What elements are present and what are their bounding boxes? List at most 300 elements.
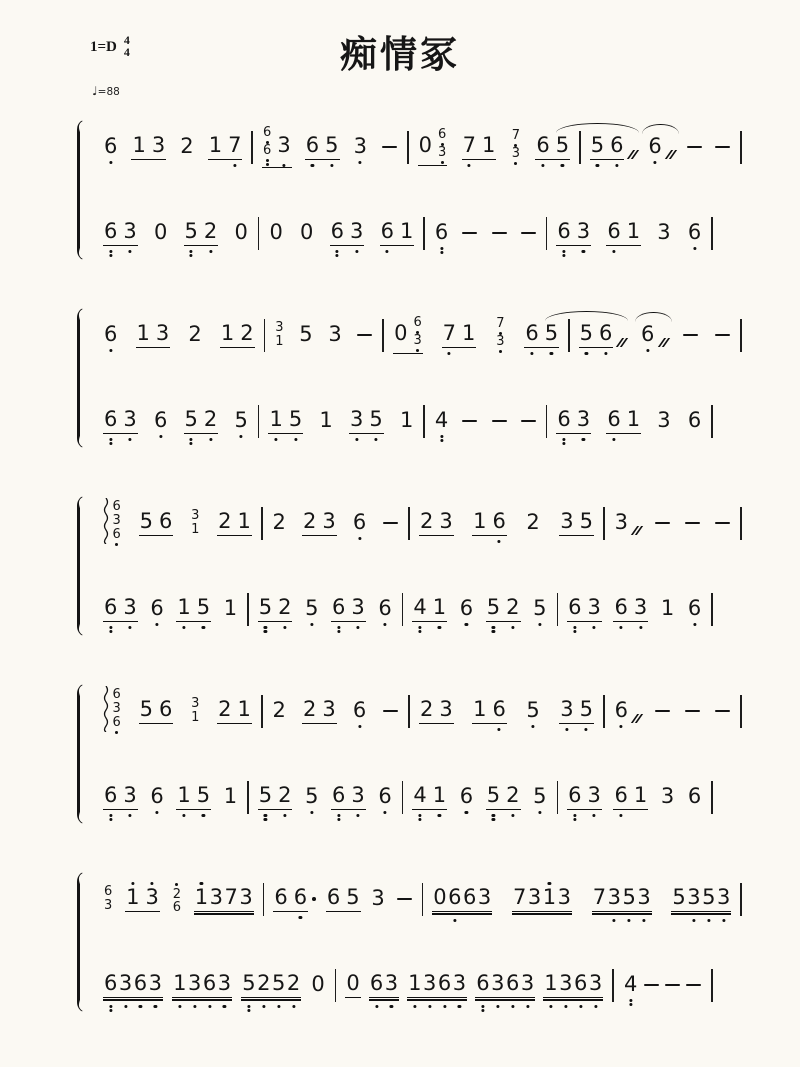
time-signature — [124, 34, 130, 58]
note-group — [125, 886, 160, 911]
beamed-notes — [305, 134, 340, 159]
octave-dot — [109, 161, 112, 164]
beamed-notes — [606, 408, 641, 433]
octave-dot — [458, 1005, 461, 1008]
note: 1 — [399, 219, 414, 244]
beamed-notes — [103, 220, 138, 245]
octave-dot — [154, 1005, 157, 1008]
note-group — [614, 511, 641, 534]
octave-dots-above — [131, 882, 134, 885]
note-group — [614, 699, 641, 722]
note: 6 — [104, 972, 117, 995]
octave-dot — [628, 919, 631, 922]
octave-dot — [182, 626, 185, 629]
note-group — [419, 510, 454, 535]
note: 6 — [435, 221, 448, 244]
octave-dots-below — [128, 250, 131, 253]
octave-dots-below — [582, 438, 585, 441]
measure — [263, 698, 409, 723]
beamed-notes — [382, 522, 399, 525]
note: 6 — [378, 785, 391, 808]
beamed-notes — [393, 316, 423, 354]
note: 3 — [587, 596, 600, 619]
note-group — [664, 984, 681, 987]
note: 7 — [228, 134, 241, 157]
octave-dot — [124, 1005, 127, 1008]
note-group — [131, 134, 166, 159]
note: 5 — [672, 885, 686, 910]
note-group — [268, 408, 303, 433]
note-group — [370, 887, 385, 910]
octave-dots-below — [247, 1005, 250, 1013]
octave-dot — [337, 626, 340, 629]
octave-dot — [337, 630, 340, 633]
octave-dot — [465, 811, 468, 814]
note-group — [217, 698, 252, 723]
measure — [94, 784, 247, 809]
dash-note — [644, 984, 659, 987]
octave-dot — [292, 1005, 295, 1008]
note: 0 — [234, 220, 248, 245]
note: 6 — [607, 408, 620, 431]
note-group — [153, 221, 168, 244]
octave-dot — [190, 254, 193, 257]
staff-bracket — [72, 684, 86, 824]
note: 6 — [150, 597, 163, 620]
measure — [253, 126, 407, 169]
octave-dot — [564, 1005, 567, 1008]
octave-dots-below — [550, 352, 553, 355]
note: 3 — [277, 134, 290, 157]
measure — [581, 134, 741, 159]
note: 6 — [687, 408, 702, 433]
octave-dots-below — [264, 814, 267, 822]
note: 6 — [158, 509, 173, 534]
octave-dots-below — [492, 814, 495, 822]
beamed-notes — [419, 510, 454, 535]
slur-arc — [556, 123, 639, 133]
note-group — [475, 972, 535, 997]
note-group — [606, 220, 641, 245]
dash-note — [397, 898, 412, 901]
beamed-notes — [714, 146, 731, 149]
note: 2 — [257, 972, 270, 995]
note-group — [399, 409, 414, 432]
octave-dots-below — [620, 725, 623, 728]
beamed-notes — [532, 597, 547, 620]
note: 5 — [197, 596, 210, 619]
octave-dot — [336, 250, 339, 253]
note: 3 — [123, 784, 136, 807]
note: 6 — [326, 885, 341, 910]
note: 1 — [319, 408, 333, 433]
octave-dots-below — [612, 438, 615, 441]
octave-dot — [223, 1005, 226, 1008]
octave-dot — [109, 1005, 112, 1008]
note-group — [380, 220, 415, 245]
dash-note — [685, 522, 700, 525]
note-group — [567, 784, 602, 809]
octave-dots-below — [653, 161, 656, 164]
note: 3 — [521, 972, 534, 995]
note: 1 — [408, 972, 421, 995]
note: 6 — [104, 135, 117, 158]
tremolo-icon — [627, 150, 635, 159]
measure — [265, 321, 382, 348]
octave-dot — [448, 352, 451, 355]
octave-dots-below — [109, 438, 112, 446]
beamed-notes — [396, 898, 413, 901]
octave-dot — [262, 1005, 265, 1008]
beamed-notes — [556, 408, 591, 433]
octave-dot — [128, 814, 131, 817]
octave-dot — [139, 1005, 142, 1008]
note: 3 — [589, 972, 602, 995]
octave-dot — [419, 630, 422, 633]
note-group — [310, 973, 325, 996]
dash-note — [383, 522, 398, 525]
octave-dot — [355, 438, 358, 441]
note-group — [326, 886, 361, 911]
note-group — [656, 409, 671, 432]
note-group — [656, 221, 671, 244]
page-title: 痴情冢 — [340, 34, 460, 75]
octave-dots-below — [604, 352, 607, 355]
note: 3 — [560, 698, 573, 721]
octave-dots-below — [294, 438, 297, 441]
note-group — [432, 886, 492, 911]
note-group — [184, 408, 219, 433]
note: 5 — [591, 134, 604, 157]
note: 5 — [369, 408, 382, 431]
note: 3 — [149, 972, 162, 995]
score-body — [0, 108, 800, 1014]
beamed-notes — [103, 135, 118, 158]
note: 5 — [579, 509, 593, 534]
octave-dot — [202, 814, 205, 817]
measure — [547, 220, 711, 245]
beamed-notes — [613, 784, 648, 809]
note: 2 — [303, 697, 317, 722]
octave-dots-below — [628, 919, 631, 922]
octave-dots-below — [282, 164, 285, 167]
beamed-notes — [654, 522, 671, 525]
note: 5 — [242, 972, 255, 995]
note: 1 — [191, 710, 200, 725]
octave-dot — [585, 728, 588, 731]
measure — [94, 686, 261, 736]
beamed-notes — [326, 886, 361, 911]
note: 6 — [306, 134, 319, 157]
octave-dot — [109, 250, 112, 253]
note: 5 — [556, 134, 569, 157]
beamed-notes — [647, 135, 662, 158]
octave-dot — [386, 250, 389, 253]
octave-dot — [629, 999, 632, 1002]
note-group — [345, 972, 360, 997]
beamed-notes — [103, 323, 118, 346]
octave-dots-below — [109, 1005, 112, 1013]
note: 3 — [413, 333, 422, 348]
note: 3 — [657, 408, 671, 433]
octave-dots-below — [573, 814, 576, 822]
octave-dots-below — [109, 250, 112, 258]
note: 5 — [272, 972, 285, 995]
octave-dot — [264, 814, 267, 817]
staff-bracket — [72, 120, 86, 260]
note: 6 — [112, 499, 121, 515]
octave-dots-below — [541, 164, 544, 167]
octave-dot — [374, 438, 377, 441]
octave-dots-below — [453, 919, 456, 922]
octave-dots-below — [310, 811, 313, 814]
beamed-notes — [302, 698, 337, 723]
beamed-notes — [434, 221, 449, 244]
chord-stack — [496, 317, 504, 353]
note-group — [377, 597, 392, 620]
octave-dot — [202, 626, 205, 629]
octave-dots-below — [384, 623, 387, 626]
note: 0 — [269, 220, 283, 245]
note: 5 — [234, 409, 247, 432]
note-group — [407, 972, 467, 997]
note: 3 — [577, 220, 590, 243]
octave-dots-below — [264, 626, 267, 634]
measure — [249, 596, 402, 621]
dash-note — [683, 334, 698, 337]
octave-dots-below — [722, 919, 725, 922]
octave-dot — [693, 247, 696, 250]
tremolo-icon — [616, 338, 624, 347]
octave-dots-below — [615, 164, 618, 167]
beamed-notes — [535, 134, 570, 159]
note-group — [543, 972, 603, 997]
octave-dot — [310, 811, 313, 814]
measure — [94, 220, 258, 245]
octave-dot — [190, 250, 193, 253]
note-group — [613, 784, 648, 809]
octave-dots-below — [159, 435, 162, 438]
beamed-notes — [352, 511, 367, 534]
octave-dot — [573, 818, 576, 821]
note: 6 — [150, 785, 163, 808]
beamed-notes — [623, 973, 638, 996]
note: 3 — [527, 885, 542, 910]
note: 3 — [112, 512, 121, 528]
octave-dot — [109, 1009, 112, 1012]
octave-dots-below — [481, 1005, 484, 1013]
note-group — [304, 785, 319, 808]
accompaniment-line — [94, 392, 713, 450]
octave-dots-below — [355, 250, 358, 253]
octave-dot — [264, 818, 267, 821]
octave-dot — [573, 814, 576, 817]
note: 6 — [687, 784, 702, 809]
note-group — [352, 511, 367, 534]
note: 0 — [311, 972, 325, 997]
note-group — [190, 509, 200, 536]
octave-dot — [299, 916, 302, 919]
note: 6 — [536, 134, 549, 157]
octave-dot — [277, 1005, 280, 1008]
octave-dot — [294, 438, 297, 441]
note: 6 — [648, 135, 661, 158]
beamed-notes — [380, 220, 415, 245]
octave-dot — [642, 919, 645, 922]
note: 3 — [354, 135, 367, 158]
note-group — [714, 334, 731, 337]
slur-arc — [635, 312, 672, 322]
note: 5 — [259, 596, 272, 619]
note-group — [136, 322, 171, 347]
note: 6 — [599, 322, 612, 345]
octave-dot — [453, 919, 456, 922]
beamed-notes — [172, 972, 232, 997]
note: 2 — [506, 784, 519, 807]
note-group — [592, 886, 652, 911]
note-group — [223, 785, 238, 808]
note-group — [535, 134, 570, 159]
octave-dot — [612, 250, 615, 253]
beamed-notes — [559, 510, 594, 535]
measure — [403, 784, 556, 809]
beamed-notes — [567, 596, 602, 621]
octave-dot — [357, 626, 360, 629]
note: 6 — [607, 220, 620, 243]
octave-dot — [264, 630, 267, 633]
octave-dot — [538, 623, 541, 626]
measure — [423, 886, 740, 911]
note-group — [331, 596, 366, 621]
octave-dots-below — [443, 1005, 446, 1008]
dash-note — [492, 420, 507, 423]
octave-dots-below — [468, 164, 471, 167]
melody-line — [94, 494, 742, 552]
octave-dots-below — [413, 1005, 416, 1008]
note-group — [459, 785, 474, 808]
beamed-notes — [356, 334, 373, 337]
barline — [711, 405, 713, 438]
beamed-notes — [112, 688, 122, 733]
octave-dot — [443, 1005, 446, 1008]
note-group — [495, 317, 505, 353]
note-group — [524, 322, 559, 347]
measure — [570, 322, 741, 347]
note-group — [302, 510, 337, 535]
note: 3 — [439, 697, 453, 722]
beamed-notes — [442, 322, 477, 347]
octave-dot — [722, 919, 725, 922]
note: 3 — [637, 886, 650, 909]
note: 5 — [580, 698, 593, 721]
note: 5 — [305, 597, 318, 620]
note-group — [654, 710, 671, 713]
note-group — [525, 699, 540, 722]
note: 1 — [223, 784, 238, 809]
measure — [94, 498, 261, 548]
note: 3 — [145, 886, 158, 909]
octave-dot — [561, 164, 564, 167]
octave-dot — [511, 814, 514, 817]
note: 3 — [191, 508, 200, 524]
note: 1 — [132, 133, 146, 158]
beamed-notes — [491, 420, 508, 423]
note: 5 — [526, 699, 539, 722]
beamed-notes — [233, 409, 248, 432]
note-group — [459, 597, 474, 620]
beamed-notes — [590, 134, 625, 159]
octave-dot — [562, 254, 565, 257]
beamed-notes — [176, 784, 211, 809]
octave-dot — [604, 352, 607, 355]
octave-dots-below — [579, 1005, 582, 1008]
beamed-notes — [687, 409, 702, 432]
octave-dot — [440, 251, 443, 254]
system-4 — [94, 682, 742, 826]
beamed-notes — [262, 126, 292, 169]
chord-stack — [191, 697, 199, 724]
beamed-notes — [125, 886, 160, 911]
octave-dots-below — [440, 247, 443, 255]
dash-note — [655, 522, 670, 525]
melody-line — [94, 118, 742, 176]
octave-dots-below — [496, 1005, 499, 1008]
system-5 — [94, 870, 742, 1014]
octave-dots-below — [358, 537, 361, 540]
measure — [336, 972, 612, 997]
beamed-notes — [656, 221, 671, 244]
note: 6 — [154, 409, 167, 432]
beamed-notes — [654, 710, 671, 713]
note-group — [353, 135, 368, 158]
time-signature-top: 4 — [123, 33, 130, 47]
octave-dot — [283, 626, 286, 629]
beamed-notes — [432, 886, 492, 911]
note: 2 — [240, 321, 254, 346]
note: 3 — [188, 972, 201, 995]
measure — [94, 883, 263, 915]
octave-dot — [653, 161, 656, 164]
note: 6 — [381, 220, 394, 243]
beamed-notes — [258, 596, 293, 621]
note: 2 — [526, 510, 540, 535]
beamed-notes — [233, 221, 248, 244]
beamed-notes — [223, 785, 238, 808]
note-group — [419, 698, 454, 723]
note: 3 — [275, 320, 284, 336]
note: 0 — [433, 885, 447, 910]
octave-dots-below — [292, 1005, 295, 1008]
note: 3 — [657, 220, 671, 245]
note: 7 — [224, 885, 238, 910]
note: 1 — [544, 972, 557, 995]
octave-dot — [311, 164, 314, 167]
octave-dots-below — [355, 438, 358, 441]
note: 3 — [350, 220, 363, 243]
octave-dot — [355, 250, 358, 253]
dash-note — [715, 146, 730, 149]
note-group — [660, 785, 675, 808]
measure — [264, 886, 421, 911]
measure — [263, 510, 409, 535]
beamed-notes — [345, 972, 360, 997]
octave-dot — [620, 814, 623, 817]
note-group — [103, 135, 118, 158]
octave-dots-below — [565, 728, 568, 731]
octave-dot — [266, 163, 269, 166]
staff-bracket — [72, 496, 86, 636]
octave-dots-below — [629, 999, 632, 1007]
